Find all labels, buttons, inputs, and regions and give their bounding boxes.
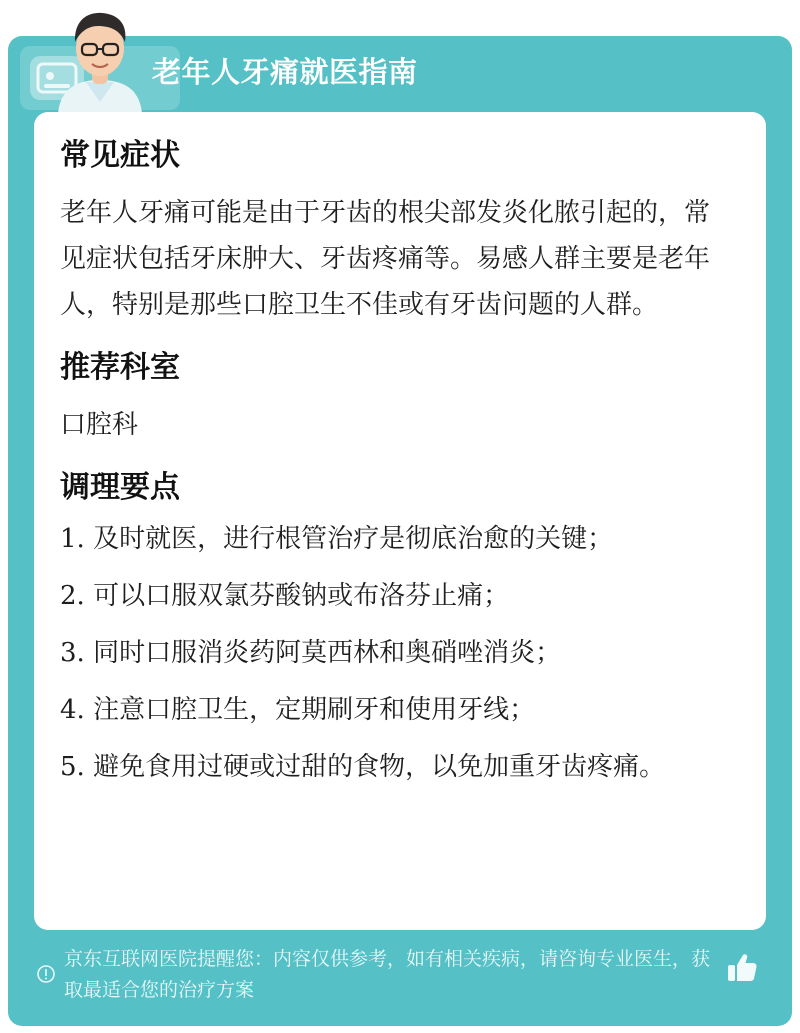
- list-item: [60, 634, 732, 672]
- symptoms-text: 老年人牙痛可能是由于牙齿的根尖部发炎化脓引起的，常见症状包括牙床肿大、牙齿疼痛等。易感人群主要是老年人，特别是那些口腔卫生不佳或有牙齿问题的人群。: [60, 198, 711, 320]
- thumbs-up-icon[interactable]: [724, 950, 760, 986]
- symptoms-heading: 常见症状: [60, 138, 180, 173]
- list-item-number: 1.: [60, 524, 85, 554]
- care-heading: 调理要点: [60, 470, 180, 505]
- department-heading: 推荐科室: [60, 350, 180, 385]
- list-item-text: 同时口服消炎药阿莫西林和奥硝唑消炎；: [93, 638, 562, 668]
- list-item-text: 避免食用过硬或过甜的食物，以免加重牙齿疼痛。: [93, 752, 666, 782]
- list-item: [60, 691, 732, 729]
- info-icon: [36, 964, 56, 984]
- avatar-doctor: [50, 6, 150, 114]
- list-item-text: 可以口服双氯芬酸钠或布洛芬止痛；: [93, 581, 510, 611]
- list-item-number: 2.: [60, 581, 85, 611]
- list-item: [60, 748, 732, 786]
- page-title: 老年人牙痛就医指南: [152, 55, 418, 89]
- content-card: [34, 112, 766, 930]
- list-item: [60, 577, 732, 615]
- list-item-text: 注意口腔卫生，定期刷牙和使用牙线；: [93, 695, 536, 725]
- list-item-number: 4.: [60, 695, 85, 725]
- list-item-text: 及时就医，进行根管治疗是彻底治愈的关键；: [93, 524, 614, 554]
- list-item: [60, 520, 732, 558]
- list-item-number: 3.: [60, 638, 85, 668]
- care-list: [60, 520, 732, 786]
- footer-notice: 京东互联网医院提醒您：内容仅供参考，如有相关疾病，请咨询专业医生，获取最适合您的治疗方案: [64, 948, 711, 1001]
- list-item-number: 5.: [60, 752, 85, 782]
- department-text: 口腔科: [60, 410, 139, 440]
